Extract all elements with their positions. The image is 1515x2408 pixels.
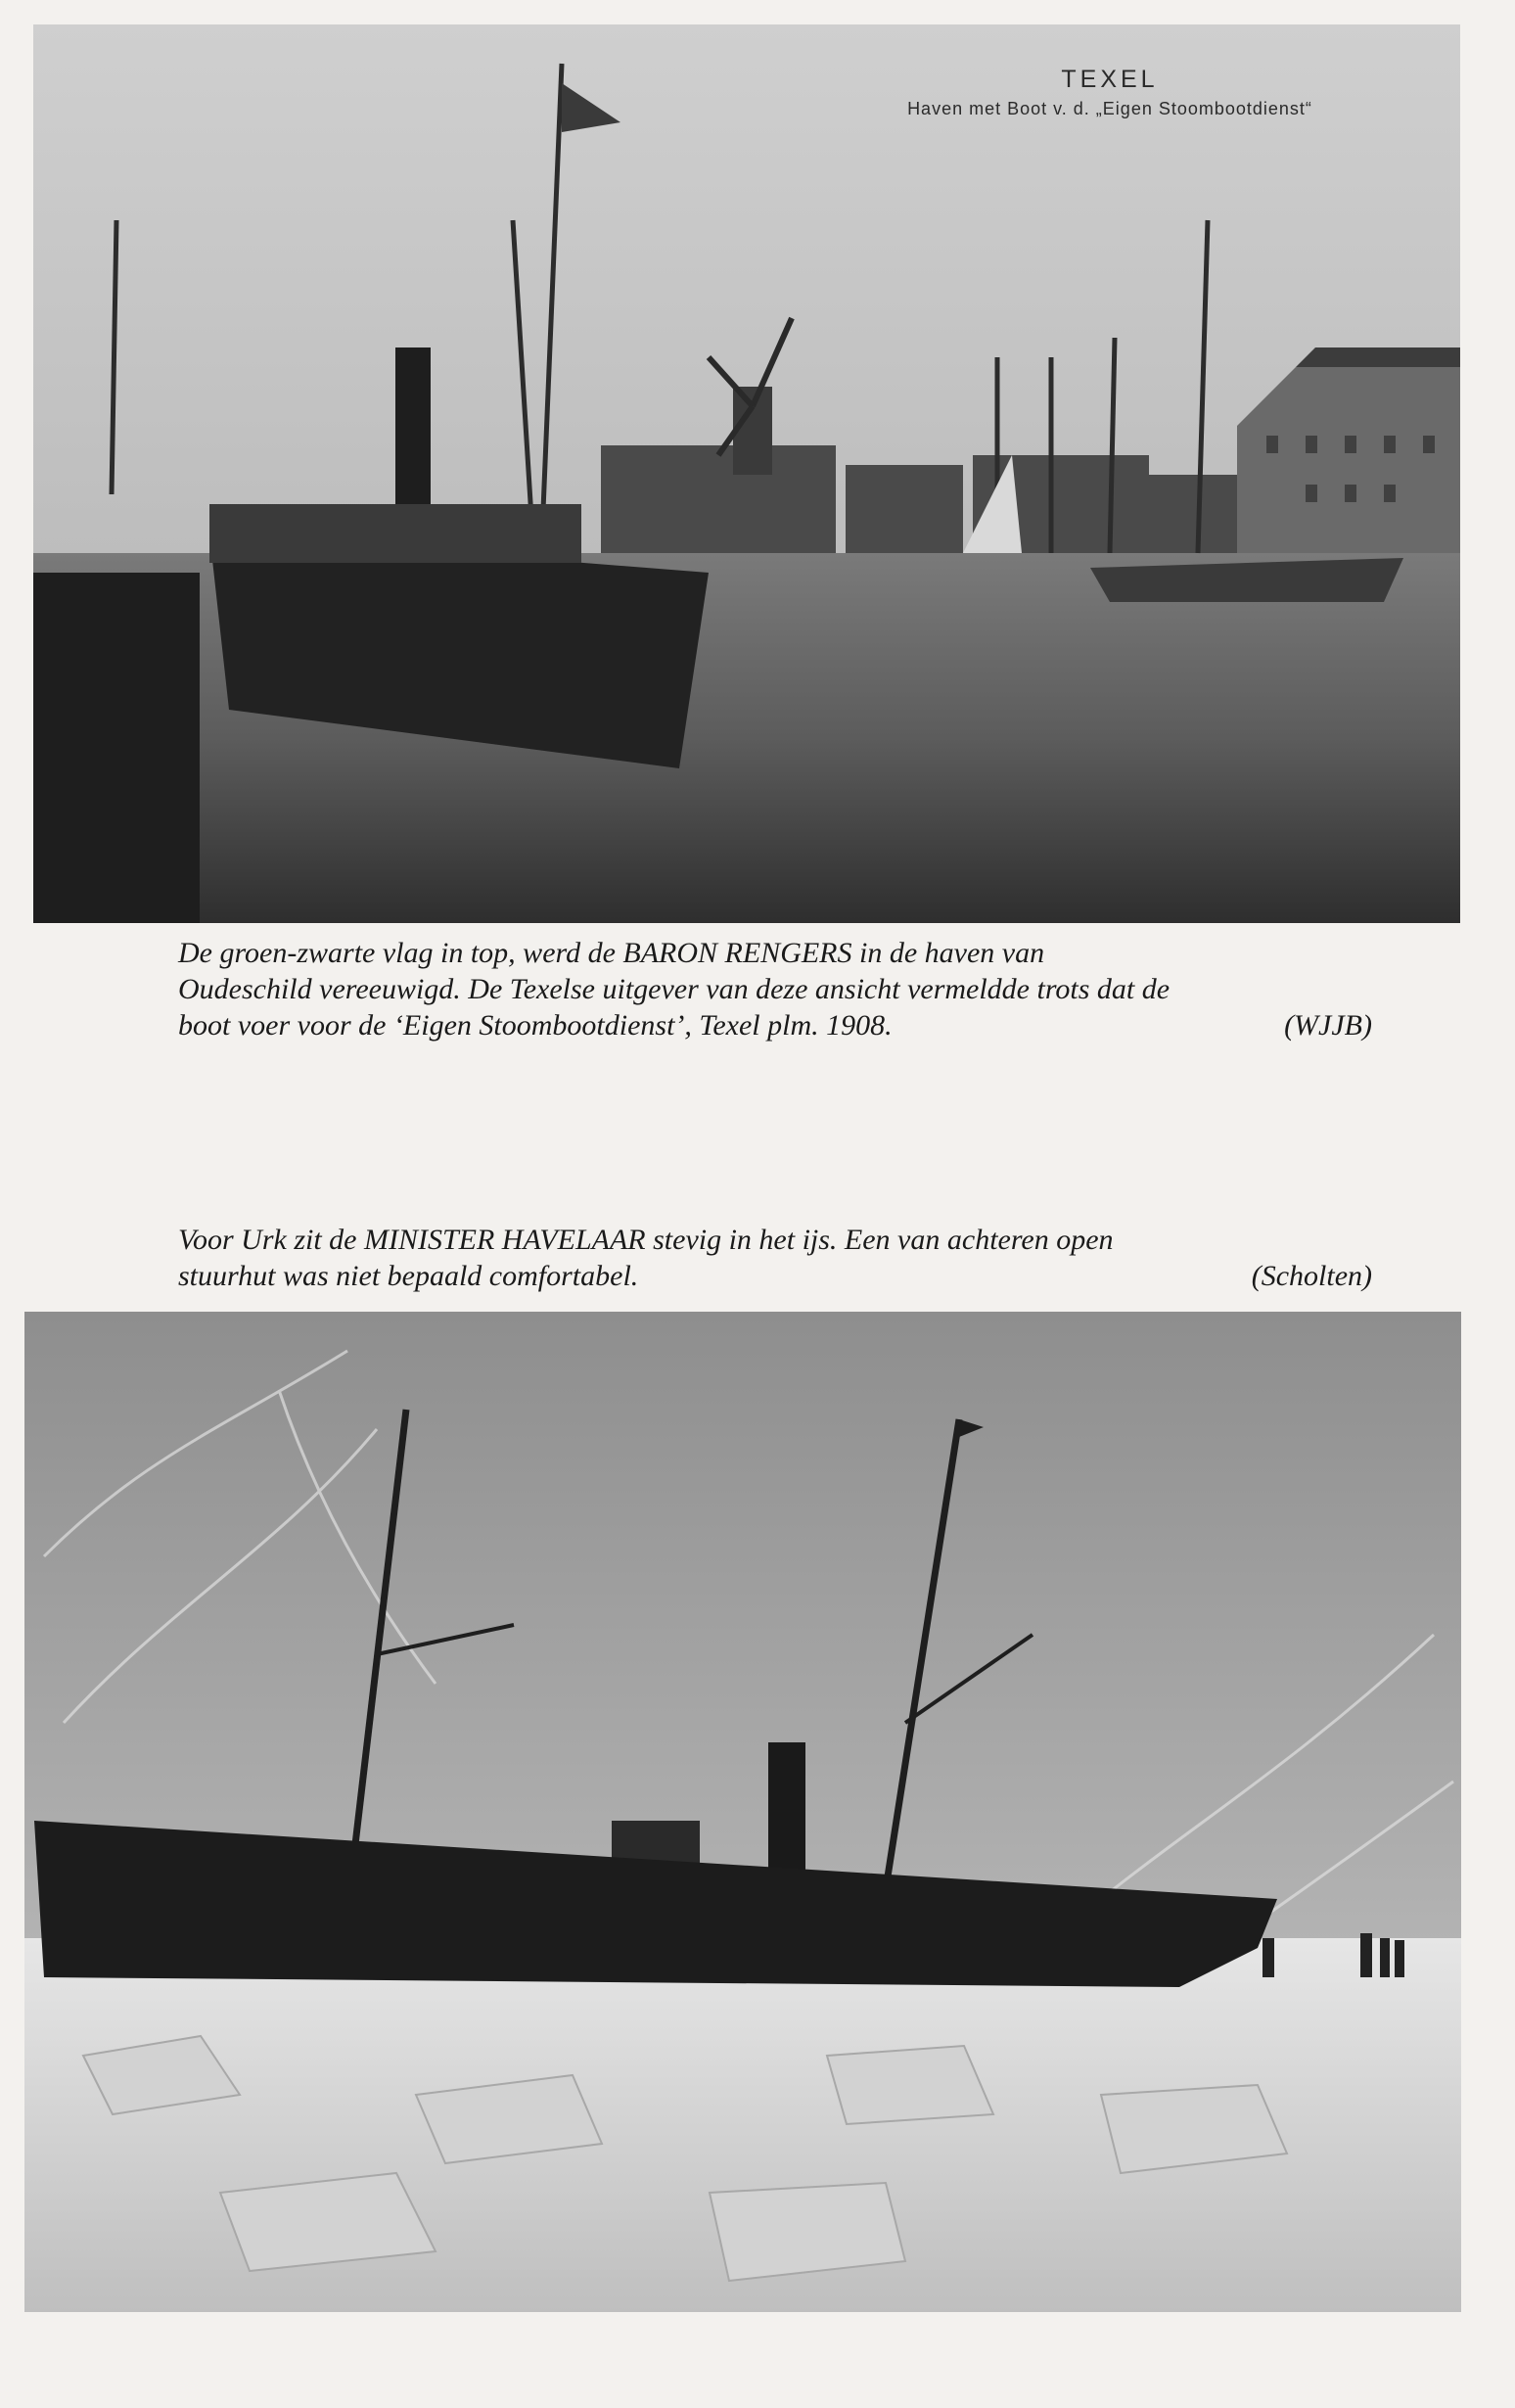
caption-top xyxy=(178,935,1372,1043)
postcard-title: TEXEL xyxy=(1061,66,1159,93)
ice-ship-photo-image xyxy=(24,1312,1461,2312)
ice-ship-photo xyxy=(24,1312,1461,2312)
caption-bottom-line: stuurhut was niet bepaald comfortabel. xyxy=(178,1260,639,1292)
caption-bottom-line: Voor Urk zit de MINISTER HAVELAAR stevig in het ijs. Een van achteren open xyxy=(178,1224,1114,1256)
caption-bottom-line-with-credit xyxy=(178,1258,1372,1294)
harbour-photo-image xyxy=(33,24,1460,923)
caption-bottom xyxy=(178,1222,1372,1294)
photo-credit: (Scholten) xyxy=(1251,1260,1372,1292)
caption-top-line-with-credit xyxy=(178,1007,1372,1043)
caption-top-line: Oudeschild vereeuwigd. De Texelse uitgever van deze ansicht vermeldde trots dat de xyxy=(178,973,1171,1005)
caption-top-line: boot voer voor de ‘Eigen Stoombootdienst’, Texel plm. 1908. xyxy=(178,1009,893,1042)
caption-top-line: De groen-zwarte vlag in top, werd de BARON RENGERS in de haven van xyxy=(178,937,1045,969)
postcard-subtitle: Haven met Boot v. d. „Eigen Stoombootdienst“ xyxy=(907,99,1312,118)
harbour-photo xyxy=(33,24,1460,923)
photo-credit: (WJJB) xyxy=(1284,1009,1372,1042)
